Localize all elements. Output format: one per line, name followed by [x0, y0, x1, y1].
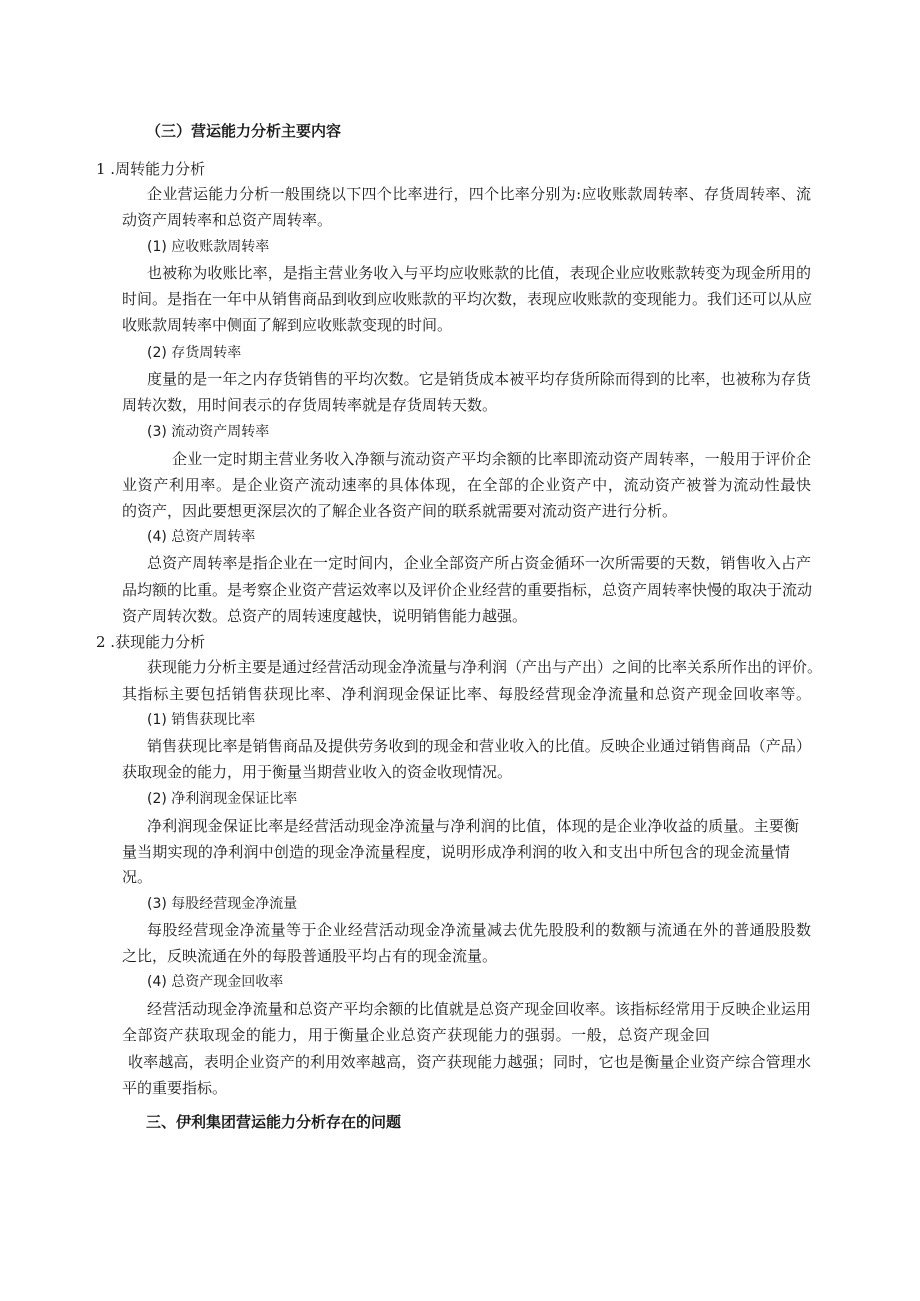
- paragraph-line: 每股经营现金净流量等于企业经营活动现金净流量减去优先股股利的数额与流通在外的普通股股数: [147, 921, 811, 939]
- paragraph-line: 企业一定时期主营业务收入净额与流动资产平均余额的比率即流动资产周转率，一般用于评价企: [172, 450, 811, 468]
- paragraph-line: 平的重要指标。: [122, 1079, 228, 1097]
- paragraph-line: 收账款周转率中侧面了解到应收账款变现的时间。: [122, 316, 453, 334]
- paragraph-line: 企业营运能力分析一般围绕以下四个比率进行，四个比率分别为:应收账款周转率、存货周转率、流: [147, 185, 811, 203]
- paragraph-line: 收率越高，表明企业资产的利用效率越高，资产获现能力越强；同时，它也是衡量企业资产综合管理水: [128, 1053, 811, 1071]
- paragraph-line: 的资产，因此要想更深层次的了解企业各资产间的联系就需要对流动资产进行分析。: [122, 502, 678, 520]
- paragraph-line: 品均额的比重。是考察企业资产营运效率以及评价企业经营的重要指标，总资产周转率快慢的取决于流动: [122, 581, 813, 599]
- paragraph-line: 经营活动现金净流量和总资产平均余额的比值就是总资产现金回收率。该指标经常用于反映企业运用: [147, 1000, 811, 1018]
- paragraph-line: 总资产周转率是指企业在一定时间内，企业全部资产所占资金循环一次所需要的天数，销售收入占产: [147, 554, 811, 572]
- paragraph-line: 销售获现比率是销售商品及提供劳务收到的现金和营业收入的比值。反映企业通过销售商品（产品）: [147, 737, 811, 755]
- chapter-heading: 三、伊利集团营运能力分析存在的问题: [146, 1113, 402, 1131]
- item-title-cash-recovery-ratio: (4) 总资产现金回收率: [147, 974, 284, 990]
- item-title-current-assets-turnover: (3) 流动资产周转率: [147, 424, 270, 440]
- paragraph-line: 时间。是指在一年中从销售商品到收到应收账款的平均次数，表现应收账款的变现能力。我们还可以从应: [122, 290, 813, 308]
- item-title-cash-flow-per-share: (3) 每股经营现金净流量: [147, 896, 298, 912]
- item-title-total-assets-turnover: (4) 总资产周转率: [147, 529, 256, 545]
- item-title-sales-cash-ratio: (1) 销售获现比率: [147, 712, 256, 728]
- item-title-receivables-turnover: (1) 应收账款周转率: [147, 239, 270, 255]
- paragraph-line: 量当期实现的净利润中创造的现金净流量程度，说明形成净利润的收入和支出中所包含的现金流量情: [122, 843, 790, 861]
- paragraph-line: 况。: [122, 868, 153, 886]
- item-title-net-profit-cash-ratio: (2) 净利润现金保证比率: [147, 791, 298, 807]
- paragraph-line: 全部资产获取现金的能力，用于衡量企业总资产获现能力的强弱。一般，总资产现金回: [122, 1026, 710, 1044]
- subsection-title-cash-ability: 2 .获现能力分析: [96, 633, 206, 651]
- paragraph-line: 净利润现金保证比率是经营活动现金净流量与净利润的比值，体现的是企业净收益的质量。主要衡: [147, 817, 799, 835]
- item-title-inventory-turnover: (2) 存货周转率: [147, 345, 242, 361]
- paragraph-line: 周转次数，用时间表示的存货周转率就是存货周转天数。: [122, 396, 498, 414]
- paragraph-line: 之比，反映流通在外的每股普通股平均占有的现金流量。: [122, 947, 498, 965]
- paragraph-line: 动资产周转率和总资产周转率。: [122, 211, 333, 229]
- paragraph-line: 获取现金的能力，用于衡量当期营业收入的资金收现情况。: [122, 763, 513, 781]
- paragraph-line: 业资产利用率。是企业资产流动速率的具体体现，在全部的企业资产中，流动资产被誉为流动性最快: [122, 476, 811, 494]
- paragraph-line: 获现能力分析主要是通过经营活动现金净流量与净利润（产出与产出）之间的比率关系所作出的评价。: [147, 658, 823, 676]
- paragraph-line: 度量的是一年之内存货销售的平均次数。它是销货成本被平均存货所除而得到的比率，也被称为存货: [147, 370, 811, 388]
- paragraph-line: 也被称为收账比率，是指主营业务收入与平均应收账款的比值，表现企业应收账款转变为现金所用的: [147, 264, 811, 282]
- subsection-title-turnover: 1 .周转能力分析: [96, 160, 206, 178]
- paragraph-line: 资产周转次数。总资产的周转速度越快，说明销售能力越强。: [122, 607, 528, 625]
- section-heading: （三）营运能力分析主要内容: [146, 122, 342, 140]
- paragraph-line: 其指标主要包括销售获现比率、净利润现金保证比率、每股经营现金净流量和总资产现金回收率等。: [122, 685, 811, 703]
